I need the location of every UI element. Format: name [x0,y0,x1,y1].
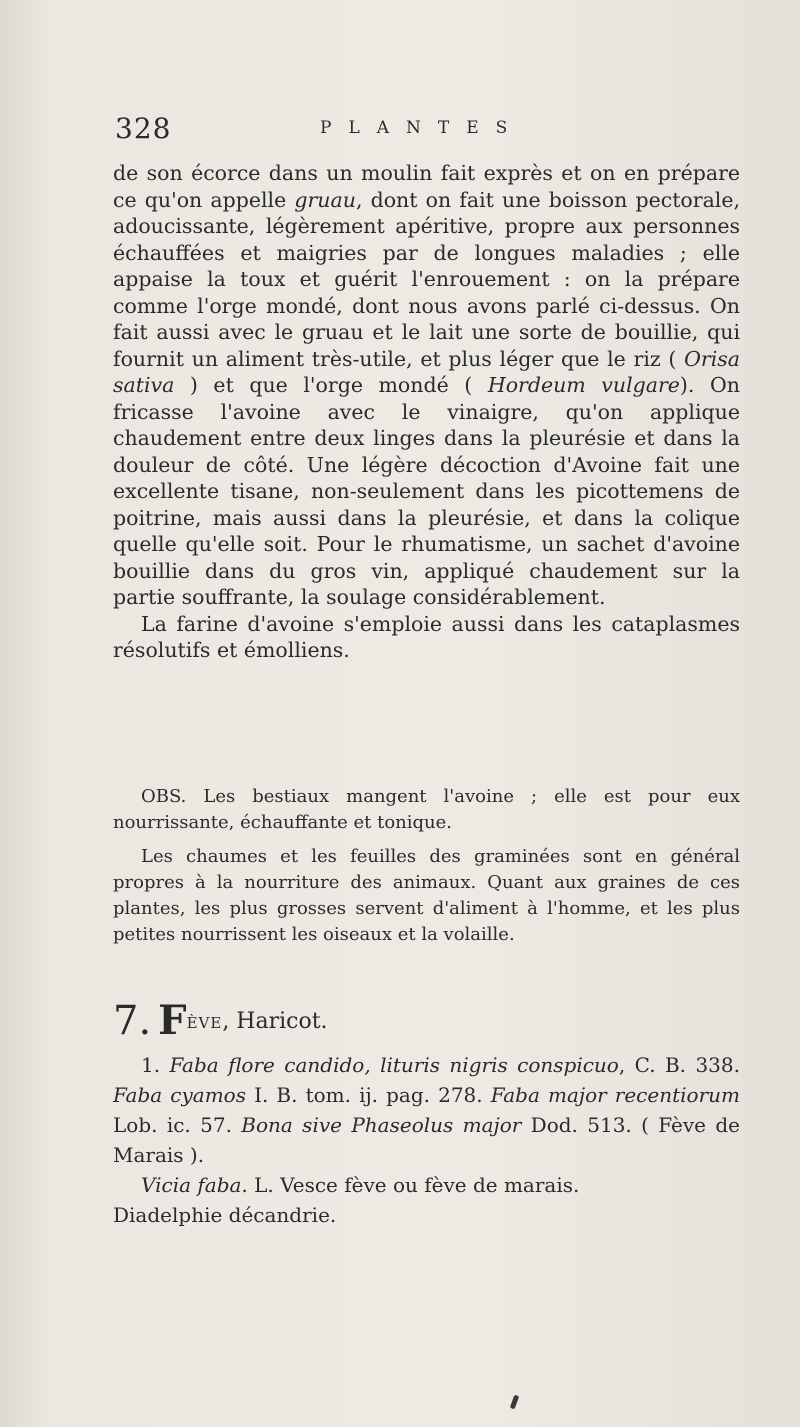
text-span: , C. B. 338. [618,1053,740,1077]
text-span: Dod. 513. ( Fève de Marais ). [113,1113,741,1167]
classification: Diadelphie décandrie. [113,1203,337,1227]
heading-smallcaps: ÈVE [186,1014,223,1032]
term-gruau: gruau [294,187,356,212]
page-number: 328 [115,112,172,145]
text-span: 1. [141,1053,170,1077]
synonym-list [113,1050,740,1170]
drop-initial: F [158,997,187,1044]
synonyms [113,1050,740,1230]
term-orisa-sativa: Orisa sativa [113,346,740,397]
ink-mark [510,1395,519,1410]
obs-paragraph-1: OBS. Les bestiaux mangent l'avoine ; elle est pour eux nourrissante, échauffante et tonique. [113,786,740,833]
page-header [115,112,735,152]
text-span: . L. Vesce fève ou fève de marais. [241,1173,580,1197]
term-hordeum-vulgare: Hordeum vulgare [487,373,680,397]
term: Faba major recentiorum [490,1083,740,1107]
linnaean-name [113,1170,740,1200]
paragraph-avoine-uses [113,160,740,611]
term: Faba flore candido, lituris nigris conspicuo [169,1053,619,1077]
entry-heading [113,997,740,1044]
entry-number: 7. [113,998,152,1044]
term: Faba cyamos [113,1083,246,1107]
text-span: de son écorce dans un moulin fait exprès et on en prépare ce qu'on appelle [113,161,740,212]
running-title: PLANTES [320,118,525,138]
text-span: Lob. ic. 57. [113,1113,242,1137]
term-vicia-faba: Vicia faba [141,1173,242,1197]
text-span: I. B. tom. ij. pag. 278. [245,1083,491,1107]
observations [113,784,740,956]
paragraph-farine: La farine d'avoine s'emploie aussi dans les cataplasmes résolutifs et émolliens. [113,611,740,662]
text-span: , dont on fait une boisson pectorale, adoucissante, légèrement apéritive, propre aux personnes échauffées et maigries par de longues maladies ; elle appaise la toux et guérit l'enrouement : on la prépare comme l'orge mondé, dont nous avons parlé ci-dessus. On fait aussi avec le gruau et le lait une sorte de bouillie, qui fournit un aliment très-utile, et plus léger que le riz ( [113,187,741,371]
text-span: ) et que l'orge mondé ( [174,373,488,397]
text-span: ). On fricasse l'avoine avec le vinaigre, qu'on applique chaudement entre deux linges dans la pleurésie et dans la douleur de côté. Une légère décoction d'Avoine fait une excellente tisane, non-seulement dans les picottemens de poitrine, mais aussi dans la pleurésie, et dans la colique quelle qu'elle soit. Pour le rhumatisme, un sachet d'avoine bouillie dans du gros vin, appliqué chaudement sur la partie souffrante, la soulage considérablement. [113,373,740,609]
heading-tail: , Haricot. [222,1009,328,1034]
main-text [113,160,740,664]
term: Bona sive Phaseolus major [241,1113,522,1137]
obs-paragraph-2: Les chaumes et les feuilles des graminées sont en général propres à la nourriture des animaux. Quant aux graines de ces plantes, les plus grosses servent d'aliment à l'homme, et les plus petites nourrissent les oiseaux et la volaille. [113,846,740,945]
entry-feve [113,997,741,1230]
